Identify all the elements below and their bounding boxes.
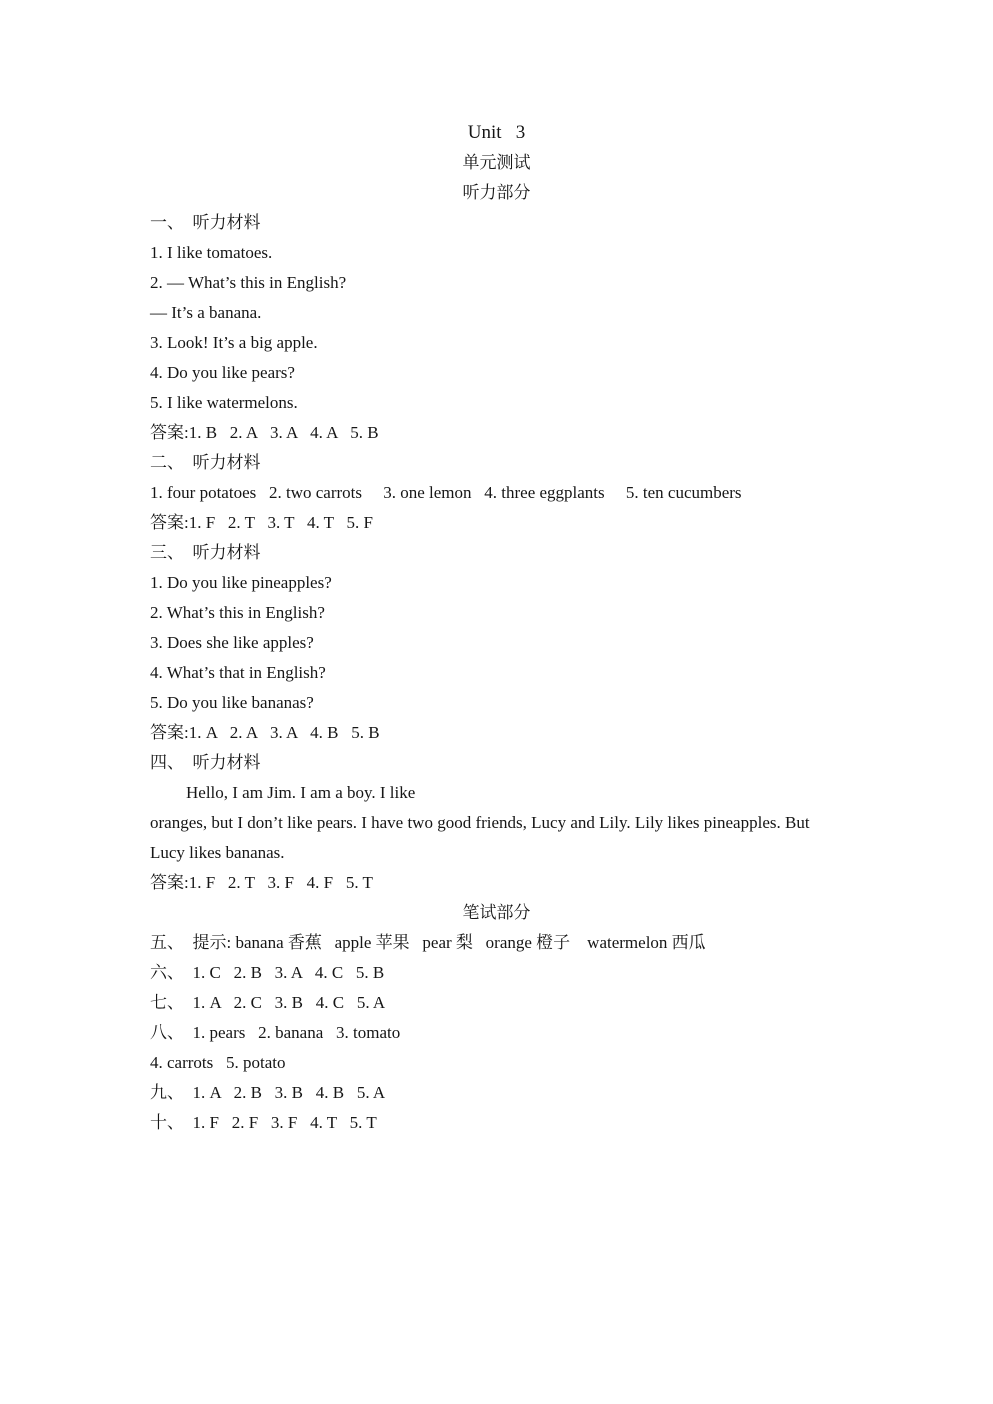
page-subtitle: 单元测试 (462, 153, 531, 172)
section-2-header: 二、 听力材料 (150, 453, 261, 472)
listening-3-script-line: 4. What’s that in English? (150, 663, 326, 682)
section-4-header: 四、 听力材料 (150, 753, 261, 772)
written-part-header: 笔试部分 (462, 903, 531, 922)
section-6-answers: 六、 1. C 2. B 3. A 4. C 5. B (150, 963, 385, 982)
section-3-header: 三、 听力材料 (150, 543, 261, 562)
listening-3-script-line: 3. Does she like apples? (150, 633, 314, 652)
listening-4-script-line: oranges, but I don’t like pears. I have two good friends, Lucy and Lily. Lily likes pineapples. But (150, 813, 810, 832)
section-4-answers: 答案:1. F 2. T 3. F 4. F 5. T (150, 873, 373, 892)
section-3-answers: 答案:1. A 2. A 3. A 4. B 5. B (150, 723, 380, 742)
listening-1-script-line: 2. — What’s this in English? (150, 273, 347, 292)
listening-4-script-line: Hello, I am Jim. I am a boy. I like (186, 783, 416, 802)
section-10-answers: 十、 1. F 2. F 3. F 4. T 5. T (150, 1113, 377, 1132)
listening-3-script-line: 5. Do you like bananas? (150, 693, 314, 712)
listening-3-script-line: 1. Do you like pineapples? (150, 573, 332, 592)
section-7-answers: 七、 1. A 2. C 3. B 4. C 5. A (150, 993, 386, 1012)
listening-1-script-line: 1. I like tomatoes. (150, 243, 273, 262)
listening-2-script-line: 1. four potatoes 2. two carrots 3. one lemon 4. three eggplants 5. ten cucumbers (150, 483, 742, 502)
page-title: Unit 3 (467, 122, 526, 143)
listening-4-script-line: Lucy likes bananas. (150, 843, 285, 862)
listening-1-script-line: 5. I like watermelons. (150, 393, 298, 412)
listening-1-script-line: 3. Look! It’s a big apple. (150, 333, 318, 352)
section-1-header: 一、 听力材料 (150, 213, 261, 232)
section-2-answers: 答案:1. F 2. T 3. T 4. T 5. F (150, 513, 373, 532)
listening-1-script-line: — It’s a banana. (150, 303, 262, 322)
section-1-answers: 答案:1. B 2. A 3. A 4. A 5. B (150, 423, 379, 442)
section-8-answers: 4. carrots 5. potato (150, 1053, 286, 1072)
listening-part-header: 听力部分 (462, 183, 531, 202)
section-9-answers: 九、 1. A 2. B 3. B 4. B 5. A (150, 1083, 386, 1102)
listening-3-script-line: 2. What’s this in English? (150, 603, 325, 622)
section-8-answers: 八、 1. pears 2. banana 3. tomato (150, 1023, 401, 1042)
listening-1-script-line: 4. Do you like pears? (150, 363, 295, 382)
section-5-hints: 五、 提示: banana 香蕉 apple 苹果 pear 梨 orange 橙子 watermelon 西瓜 (150, 933, 706, 952)
